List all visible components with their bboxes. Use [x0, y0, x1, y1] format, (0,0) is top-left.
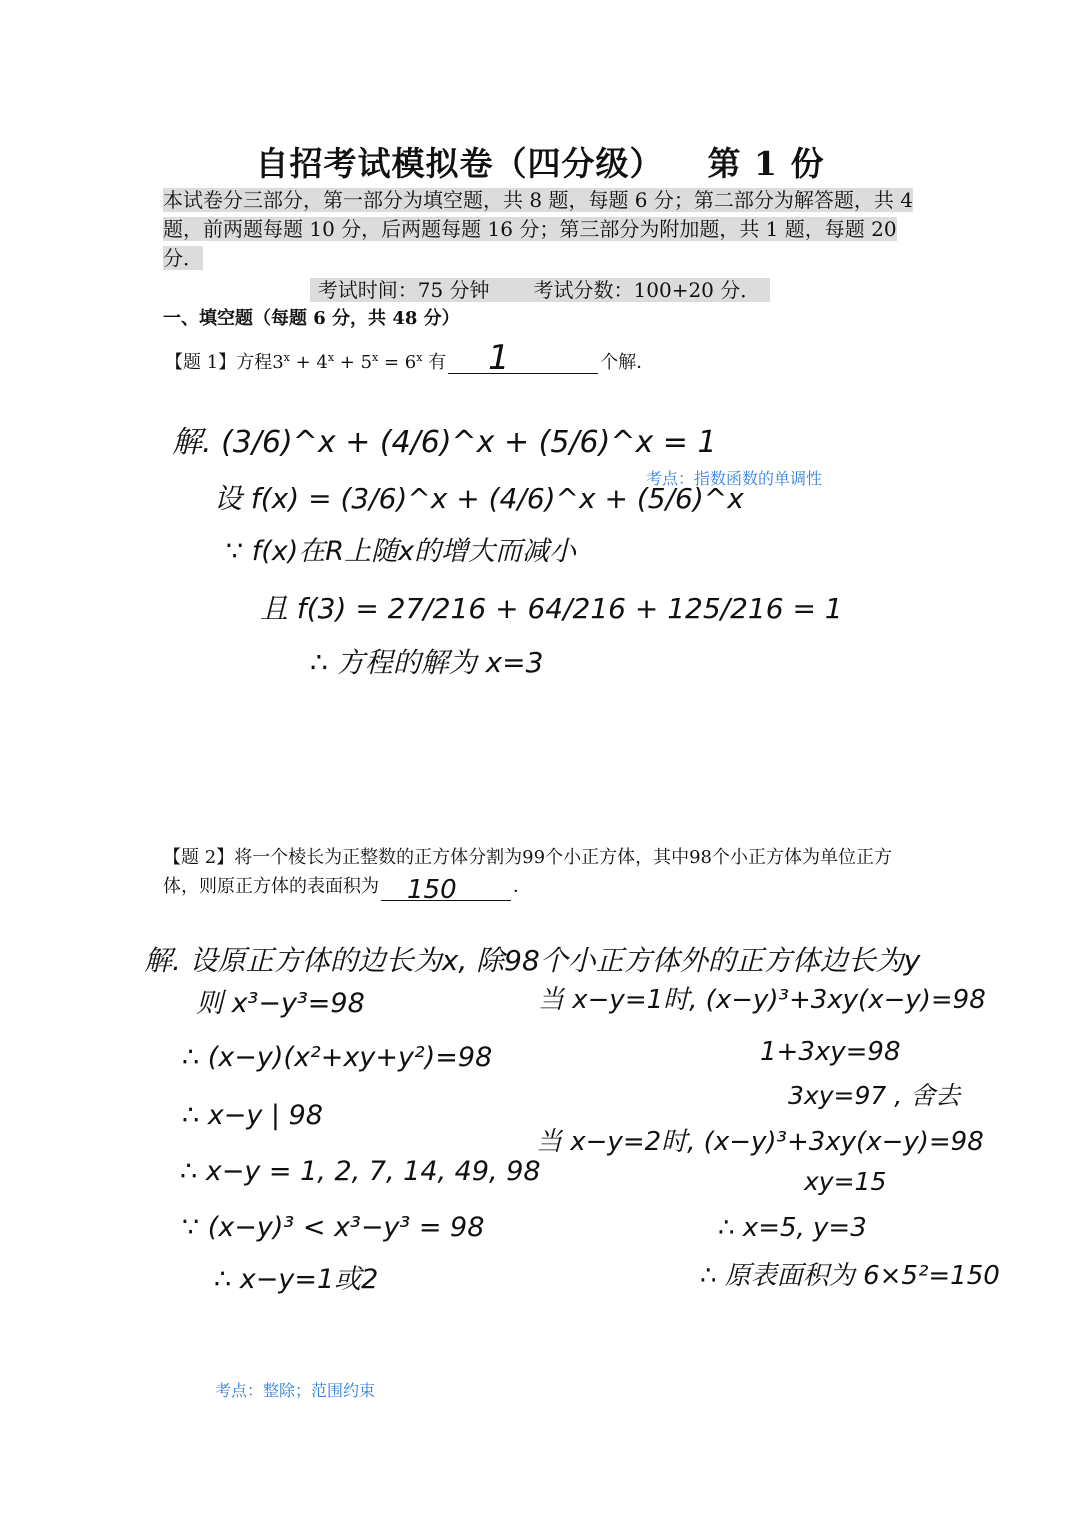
answer-blank-2: [381, 875, 511, 905]
knowledge-point-1: 考点：指数函数的单调性: [646, 469, 823, 488]
question-2-suffix: ．: [513, 876, 531, 897]
solution-2-left-line-3: ∴ (x−y)(x²+xy+y²)=98: [182, 1042, 493, 1073]
knowledge-point-2: 考点：整除；范围约束: [215, 1381, 376, 1400]
instructions-text: 本试卷分三部分，第一部分为填空题，共 8 题，每题 6 分；第二部分为解答题，共 4 题，前两题每题 10 分，后两题每题 16 分；第三部分为附加题，共 1 题，每题 20 分．: [163, 188, 913, 270]
solution-2-right-line-2: 1+3xy=98: [760, 1037, 901, 1067]
title-main: 自招考试模拟卷（四分级）: [255, 144, 664, 183]
solution-1-line-2: 设 f(x) = (3/6)^x + (4/6)^x + (5/6)^x: [214, 482, 744, 515]
solution-2-left-line-6: ∵ (x−y)³ < x³−y³ = 98: [182, 1212, 485, 1243]
solution-2-left-line-7: ∴ x−y=1或2: [214, 1264, 379, 1295]
solution-2-left-line-1: 解. 设原正方体的边长为x, 除98个小正方体外的正方体边长为y: [144, 944, 921, 977]
question-1-text: 方程: [236, 352, 273, 373]
solution-2-right-line-1: 当 x−y=1时, (x−y)³+3xy(x−y)=98: [538, 985, 986, 1015]
question-1-suffix: 个解．: [600, 352, 655, 373]
question-2-text: 将一个棱长为正整数的正方体分割为99个小正方体，其中98个小正方体为单位正方体，则原正方体的表面积为: [163, 847, 892, 897]
question-2: [163, 843, 923, 905]
question-1-label: 【题 1】: [165, 352, 237, 373]
solution-2-left-line-2: 则 x³−y³=98: [196, 988, 365, 1019]
solution-1-line-1: 解. (3/6)^x + (4/6)^x + (5/6)^x = 1: [172, 425, 717, 460]
solution-2-right-line-6: ∴ x=5, y=3: [718, 1213, 867, 1243]
solution-2-right-line-5: xy=15: [804, 1167, 887, 1196]
solution-1-line-3: ∵ f(x)在R上随x的增大而减小: [226, 536, 577, 567]
solution-1-line-5: ∴ 方程的解为 x=3: [310, 646, 544, 679]
solution-2-right-line-4: 当 x−y=2时, (x−y)³+3xy(x−y)=98: [536, 1127, 984, 1157]
solution-2-left-line-5: ∴ x−y = 1, 2, 7, 14, 49, 98: [180, 1156, 541, 1187]
solution-1-line-4: 且 f(3) = 27/216 + 64/216 + 125/216 = 1: [260, 592, 843, 625]
exam-score: 考试分数：100+20 分．: [533, 278, 761, 302]
solution-2-right-line-7: ∴ 原表面积为 6×5²=150: [700, 1261, 1000, 1291]
solution-2-left-line-4: ∴ x−y | 98: [182, 1100, 323, 1131]
equation: $3^x + 4^x + 5^x = 6^x$: [272, 351, 423, 373]
handwritten-answer-2: [381, 866, 511, 906]
question-1-has: 有: [428, 352, 447, 373]
answer-1-text: 1: [488, 338, 510, 378]
answer-2-text: 150: [407, 875, 457, 905]
solution-2-right-line-3: 3xy=97 , 舍去: [788, 1081, 961, 1110]
title-part: 第 1 份: [707, 144, 825, 183]
exam-time: 考试时间：75 分钟: [317, 278, 490, 302]
question-2-label: 【题 2】: [163, 847, 235, 868]
section-heading: 一、填空题（每题 6 分，共 48 分）: [163, 308, 460, 329]
